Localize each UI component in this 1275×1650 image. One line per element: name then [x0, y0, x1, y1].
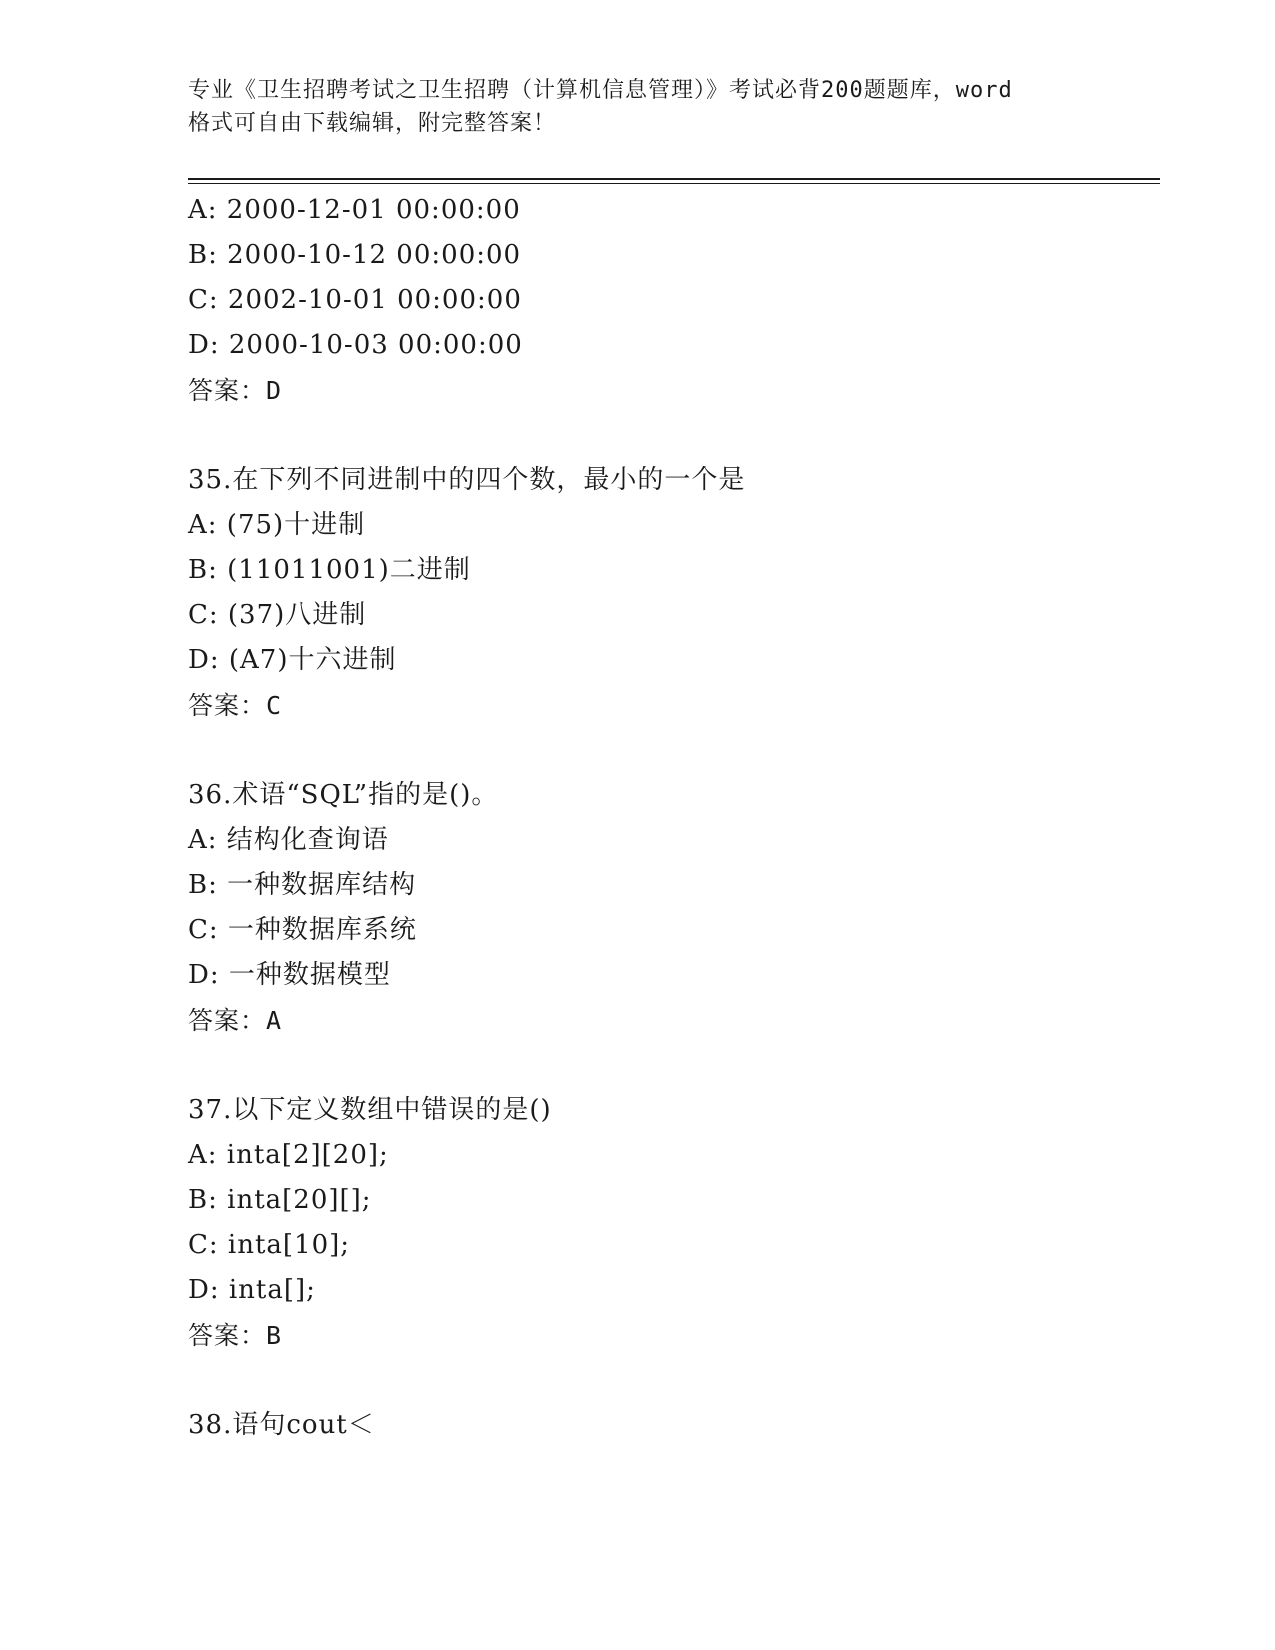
- q35-question: 35.在下列不同进制中的四个数，最小的一个是: [188, 465, 746, 495]
- q34-option-d: D: 2000-10-03 00:00:00: [188, 330, 523, 360]
- q36-answer: 答案：A: [188, 1006, 283, 1035]
- q36-option-a: A: 结构化查询语: [188, 825, 389, 855]
- q38-question: 38.语句cout＜: [188, 1410, 375, 1440]
- q34-option-b: B: 2000-10-12 00:00:00: [188, 240, 522, 270]
- q36-option-b: B: 一种数据库结构: [188, 870, 417, 900]
- q36-option-c: C: 一种数据库系统: [188, 915, 417, 945]
- q35-option-a: A: (75)十进制: [188, 510, 366, 540]
- q35-option-b: B: (11011001)二进制: [188, 555, 471, 585]
- q36-option-d: D: 一种数据模型: [188, 960, 391, 990]
- q34-option-a: A: 2000-12-01 00:00:00: [188, 195, 521, 225]
- q34-option-c: C: 2002-10-01 00:00:00: [188, 285, 522, 315]
- q35-answer: 答案：C: [188, 691, 283, 720]
- q37-option-a: A: inta[2][20];: [188, 1140, 389, 1170]
- q35-option-c: C: (37)八进制: [188, 600, 367, 630]
- q36-question: 36.术语“SQL”指的是()。: [188, 780, 499, 810]
- q35-option-d: D: (A7)十六进制: [188, 645, 397, 675]
- header-divider-thick: [188, 178, 1160, 180]
- header-line-1: 专业《卫生招聘考试之卫生招聘（计算机信息管理）》考试必背200题题库，word: [188, 78, 1013, 103]
- header-line-2: 格式可自由下载编辑，附完整答案！: [188, 111, 557, 136]
- header-divider-thin: [188, 183, 1160, 184]
- q37-option-b: B: inta[20][];: [188, 1185, 372, 1215]
- document-header: [188, 74, 1088, 140]
- q37-option-d: D: inta[];: [188, 1275, 316, 1305]
- q37-question: 37.以下定义数组中错误的是(): [188, 1095, 552, 1125]
- q34-answer: 答案：D: [188, 376, 283, 405]
- q37-option-c: C: inta[10];: [188, 1230, 351, 1260]
- q37-answer: 答案：B: [188, 1321, 283, 1350]
